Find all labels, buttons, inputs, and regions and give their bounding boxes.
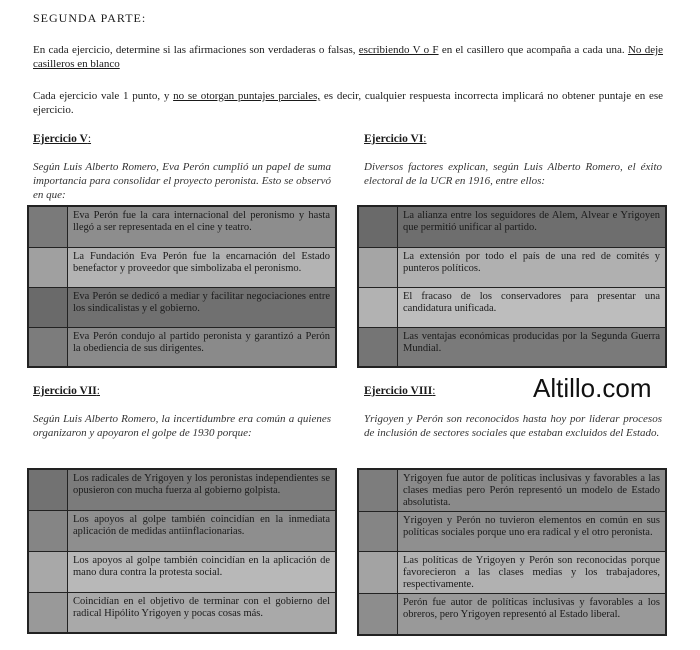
statement-text: Yrigoyen y Perón no tuvieron elementos en común en sus políticas sociales porque uno era radical y el otro peronista. xyxy=(398,512,667,552)
table-row xyxy=(28,551,336,592)
answer-box[interactable] xyxy=(358,327,398,367)
exercise-intro: Según Luis Alberto Romero, Eva Perón cumplió un papel de suma importancia para consolidar el proyecto peronista. Esto se observó en que: xyxy=(33,161,331,201)
answer-box[interactable] xyxy=(358,512,398,552)
exercise-intro: Según Luis Alberto Romero, la incertidumbre era común a quienes organizaron y apoyaron el golpe de 1930 porque: xyxy=(33,413,331,439)
instr-text: En cada ejercicio, determine si las afirmaciones son verdaderas o falsas, xyxy=(33,44,356,56)
table-row xyxy=(28,469,336,510)
answer-box[interactable] xyxy=(358,206,398,247)
answer-table xyxy=(27,205,337,368)
table-row xyxy=(358,594,666,635)
table-row xyxy=(28,206,336,247)
instr-text: Cada ejercicio vale 1 punto, y xyxy=(33,90,170,102)
answer-box[interactable] xyxy=(28,469,68,510)
statement-text: Los apoyos al golpe también coincidían en la inmediata aplicación de medidas antiinflacionarias. xyxy=(68,510,337,551)
statement-text: La extensión por todo el país de una red de comités y punteros políticos. xyxy=(398,247,667,287)
answer-table xyxy=(357,205,667,368)
statement-text: Perón fue autor de políticas inclusivas y favorables a los obreros, pero Yrigoyen representó al Estado liberal. xyxy=(398,594,667,635)
answer-box[interactable] xyxy=(28,551,68,592)
exercise-intro: Diversos factores explican, según Luis Alberto Romero, el éxito electoral de la UCR en 1916, entre ellos: xyxy=(364,161,662,187)
exercise-title: Ejercicio VIII: xyxy=(364,385,436,397)
answer-box[interactable] xyxy=(358,247,398,287)
answer-box[interactable] xyxy=(358,287,398,327)
instr-emphasis: escribiendo V o F xyxy=(358,44,439,56)
table-row xyxy=(358,469,666,512)
answer-box[interactable] xyxy=(28,510,68,551)
section-title: SEGUNDA PARTE: xyxy=(33,11,147,25)
table-row xyxy=(28,592,336,633)
instr-emphasis: no se otorgan puntajes parciales, xyxy=(173,90,321,102)
table-row xyxy=(358,206,666,247)
statement-text: La alianza entre los seguidores de Alem, Alvear e Yrigoyen que permitió unificar al partido. xyxy=(398,206,667,247)
statement-text: Coincidían en el objetivo de terminar con el gobierno del radical Hipólito Yrigoyen y pocas cosas más. xyxy=(68,592,337,633)
statement-text: Yrigoyen fue autor de políticas inclusivas y favorables a las clases medias pero Perón representó un modelo de Estado absolutista. xyxy=(398,469,667,512)
table-row xyxy=(28,327,336,367)
instr-text: en el casillero que acompaña a cada una. xyxy=(441,44,625,56)
instr-text: es decir, cualquier respuesta incorrecta implicará no obtener puntaje en ese ejercicio. xyxy=(33,90,663,116)
instructions-paragraph-2 xyxy=(33,89,663,117)
answer-table xyxy=(357,468,667,636)
exercise-intro: Yrigoyen y Perón son reconocidos hasta hoy por liderar procesos de inclusión de sectores sociales que estaban excluidos del Estado. xyxy=(364,413,662,439)
statement-text: Eva Perón condujo al partido peronista y garantizó a Perón la obediencia de sus dirigentes. xyxy=(68,327,337,367)
instructions-paragraph-1 xyxy=(33,43,663,71)
answer-table xyxy=(27,468,337,634)
table-row xyxy=(358,512,666,552)
table-row xyxy=(358,247,666,287)
statement-text: Los radicales de Yrigoyen y los peronistas independientes se opusieron con mucha fuerza al gobierno golpista. xyxy=(68,469,337,510)
exercise-title: Ejercicio VI: xyxy=(364,133,427,145)
exercise-title: Ejercicio V: xyxy=(33,133,92,145)
answer-box[interactable] xyxy=(358,552,398,594)
statement-text: Las políticas de Yrigoyen y Perón son reconocidas porque favorecieron a las clases medias y los trabajadores, respectivamente. xyxy=(398,552,667,594)
altillo-watermark: Altillo.com xyxy=(533,373,652,403)
statement-text: El fracaso de los conservadores para presentar una candidatura unificada. xyxy=(398,287,667,327)
table-row xyxy=(358,287,666,327)
answer-box[interactable] xyxy=(358,594,398,635)
table-row xyxy=(358,327,666,367)
answer-box[interactable] xyxy=(28,327,68,367)
answer-box[interactable] xyxy=(28,592,68,633)
answer-box[interactable] xyxy=(28,287,68,327)
instr-emphasis: No deje casilleros en blanco xyxy=(33,44,664,70)
answer-box[interactable] xyxy=(28,206,68,247)
table-row xyxy=(28,247,336,287)
answer-box[interactable] xyxy=(28,247,68,287)
statement-text: Eva Perón se dedicó a mediar y facilitar negociaciones entre los sindicalistas y el gobierno. xyxy=(68,287,337,327)
answer-box[interactable] xyxy=(358,469,398,512)
statement-text: Los apoyos al golpe también coincidían en la aplicación de mano dura contra la protesta social. xyxy=(68,551,337,592)
statement-text: La Fundación Eva Perón fue la encarnación del Estado benefactor y proveedor que simbolizaba el peronismo. xyxy=(68,247,337,287)
table-row xyxy=(358,552,666,594)
exercise-title: Ejercicio VII: xyxy=(33,385,100,397)
table-row xyxy=(28,287,336,327)
table-row xyxy=(28,510,336,551)
statement-text: Las ventajas económicas producidas por la Segunda Guerra Mundial. xyxy=(398,327,667,367)
statement-text: Eva Perón fue la cara internacional del peronismo y hasta llegó a ser representada en el cine y teatro. xyxy=(68,206,337,247)
